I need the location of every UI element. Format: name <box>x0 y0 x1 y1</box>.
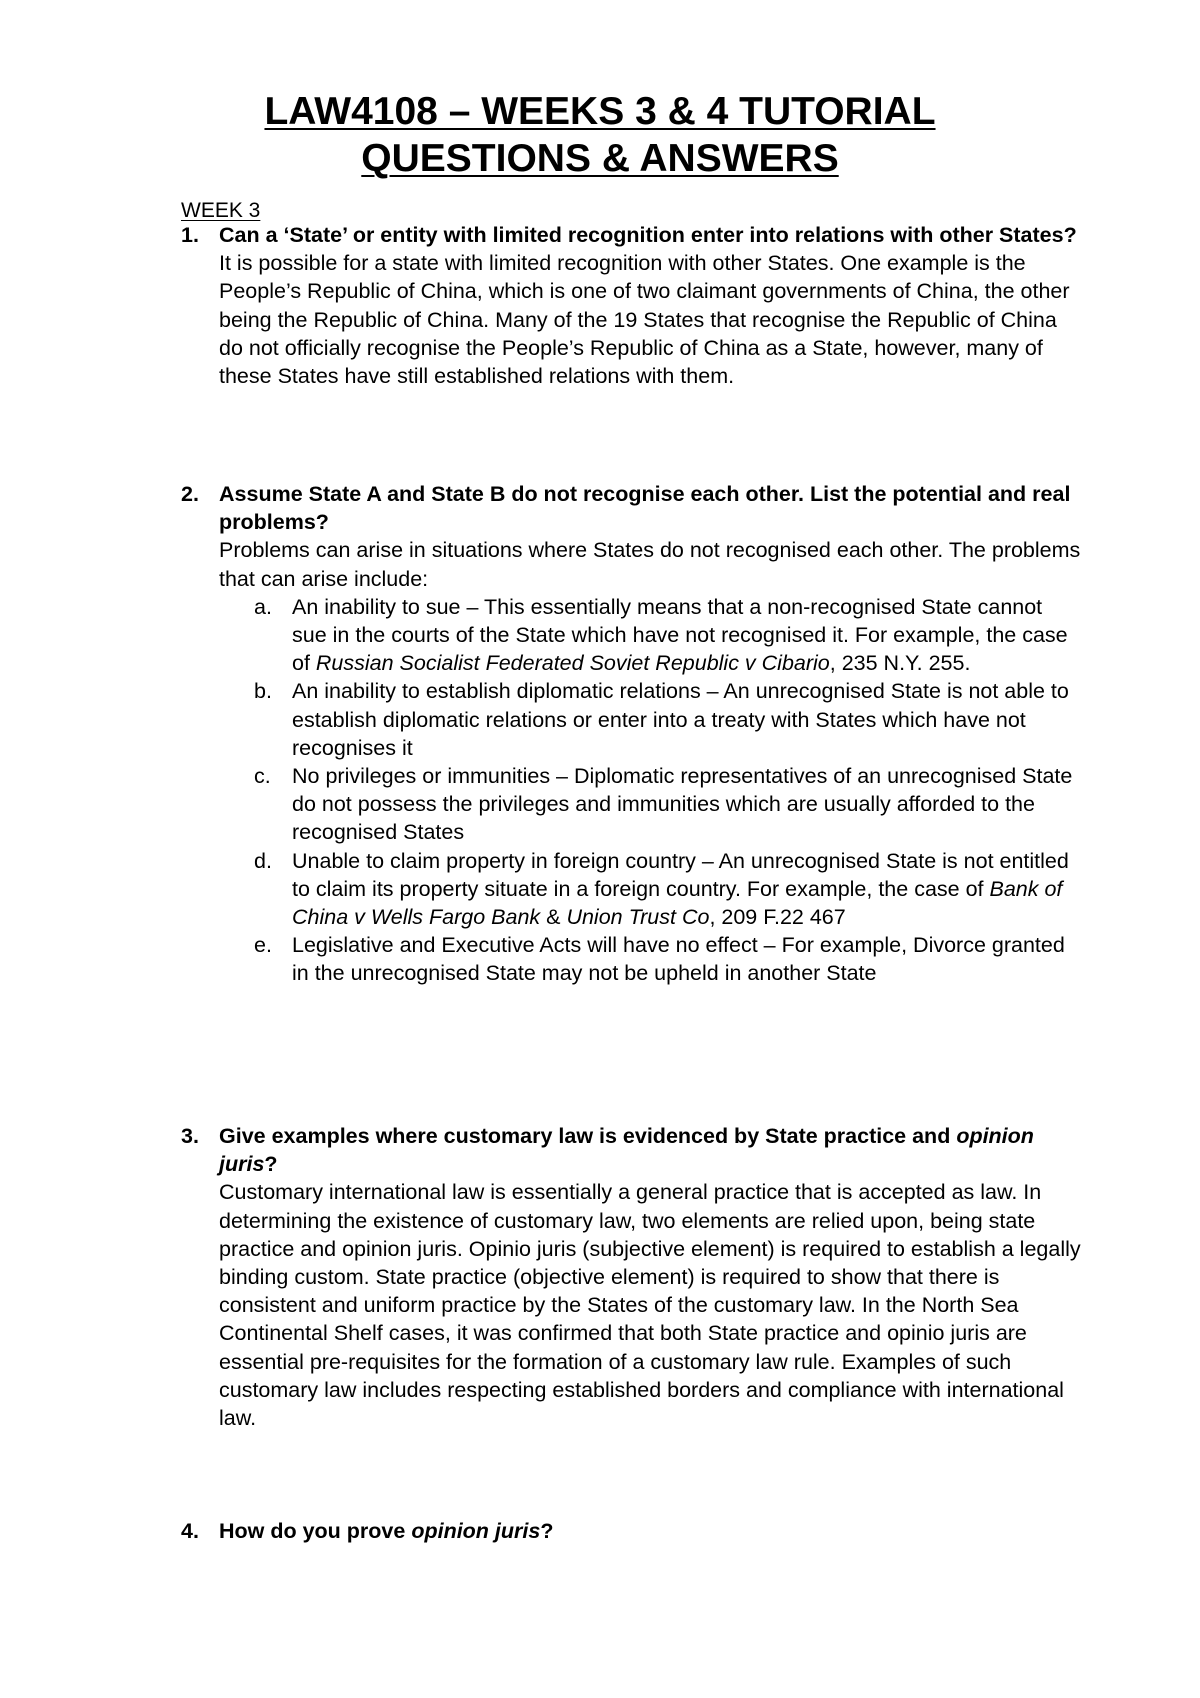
document-title <box>0 88 1200 182</box>
case-name: Russian Socialist Federated Soviet Republic v Cibario <box>315 651 830 676</box>
list-item-text: An inability to establish diplomatic relations – An unrecognised State is not able to establish diplomatic relations or enter into a treaty with States which have not recognises it <box>292 679 1069 760</box>
document-title-line-2: QUESTIONS & ANSWERS <box>361 137 839 180</box>
question-text-end: ? <box>540 1519 554 1543</box>
question-text-start: How do you prove <box>219 1519 412 1543</box>
ampersand: & <box>540 905 567 930</box>
question-3 <box>181 1122 1081 1432</box>
case-name: Union Trust Co <box>566 905 710 930</box>
question-text: Can a ‘State’ or entity with limited recognition enter into relations with other States? <box>219 223 1077 247</box>
answer-text: Customary international law is essentially a general practice that is accepted as law. In determining the existence of customary law, two elements are relied upon, being state practice and opinion juris. Opinio juris (subjective element) is required to establish a legally binding custom. State practice (objective element) is required to show that there is consistent and uniform practice by the States of the customary law. In the North Sea Continental Shelf cases, it was confirmed that both State practice and opinio juris are essential pre-requisites for the formation of a customary law rule. Examples of such customary law includes respecting established borders and compliance with international law. <box>219 1180 1081 1431</box>
list-item <box>254 931 1081 987</box>
question-italic-term: opinion juris <box>411 1519 541 1543</box>
list-item-text-tail: , 209 F.22 467 <box>709 905 846 930</box>
list-letter: b. <box>254 679 272 704</box>
list-item <box>254 762 1081 847</box>
list-letter: a. <box>254 594 272 619</box>
question-2 <box>181 480 1081 988</box>
question-number: 3. <box>181 1124 199 1148</box>
question-italic-term: opinion juris <box>219 1124 1034 1177</box>
list-item <box>254 593 1081 678</box>
case-name: Bank of China v Wells Fargo Bank <box>292 876 1063 930</box>
list-item <box>254 847 1081 932</box>
document-title-line-1: LAW4108 – WEEKS 3 & 4 TUTORIAL <box>264 90 936 133</box>
list-item-text: An inability to sue – This essentially means that a non-recognised State cannot sue in the courts of the State which have not recognised it. For example, the case of <box>292 594 1068 676</box>
question-number: 1. <box>181 223 199 247</box>
problems-list <box>254 593 1081 988</box>
list-item <box>254 677 1081 762</box>
list-item-text-tail: , 235 N.Y. 255. <box>829 651 971 676</box>
list-item-text: Legislative and Executive Acts will have no effect – For example, Divorce granted in the unrecognised State may not be upheld in another State <box>292 933 1065 986</box>
answer-text: It is possible for a state with limited recognition with other States. One example is the People’s Republic of China, which is one of two claimant governments of China, the other being the Republic of China. Many of the 19 States that recognise the Republic of China do not officially recognise the People’s Republic of China as a State, however, many of these States have still established relations with them. <box>219 251 1070 389</box>
question-text-end: ? <box>264 1152 278 1177</box>
list-item-text: No privileges or immunities – Diplomatic representatives of an unrecognised State do not possess the privileges and immunities which are usually afforded to the recognised States <box>292 764 1073 845</box>
question-text <box>219 1517 1081 1545</box>
answer-text: Problems can arise in situations where States do not recognised each other. The problems that can arise include: <box>219 538 1081 591</box>
question-number: 2. <box>181 482 199 506</box>
list-item-text: Unable to claim property in foreign country – An unrecognised State is not entitled to claim its property situate in a foreign country. For example, the case of <box>292 848 1069 901</box>
question-text <box>219 1122 1081 1178</box>
question-text-start: Give examples where customary law is evidenced by State practice and <box>219 1124 957 1148</box>
question-4 <box>181 1517 1081 1545</box>
list-letter: d. <box>254 848 272 873</box>
list-letter: e. <box>254 933 272 958</box>
question-text: Assume State A and State B do not recognise each other. List the potential and real problems? <box>219 482 1071 535</box>
question-1 <box>181 221 1081 390</box>
question-number: 4. <box>181 1519 199 1543</box>
list-letter: c. <box>254 764 271 789</box>
week-heading: WEEK 3 <box>181 199 261 222</box>
